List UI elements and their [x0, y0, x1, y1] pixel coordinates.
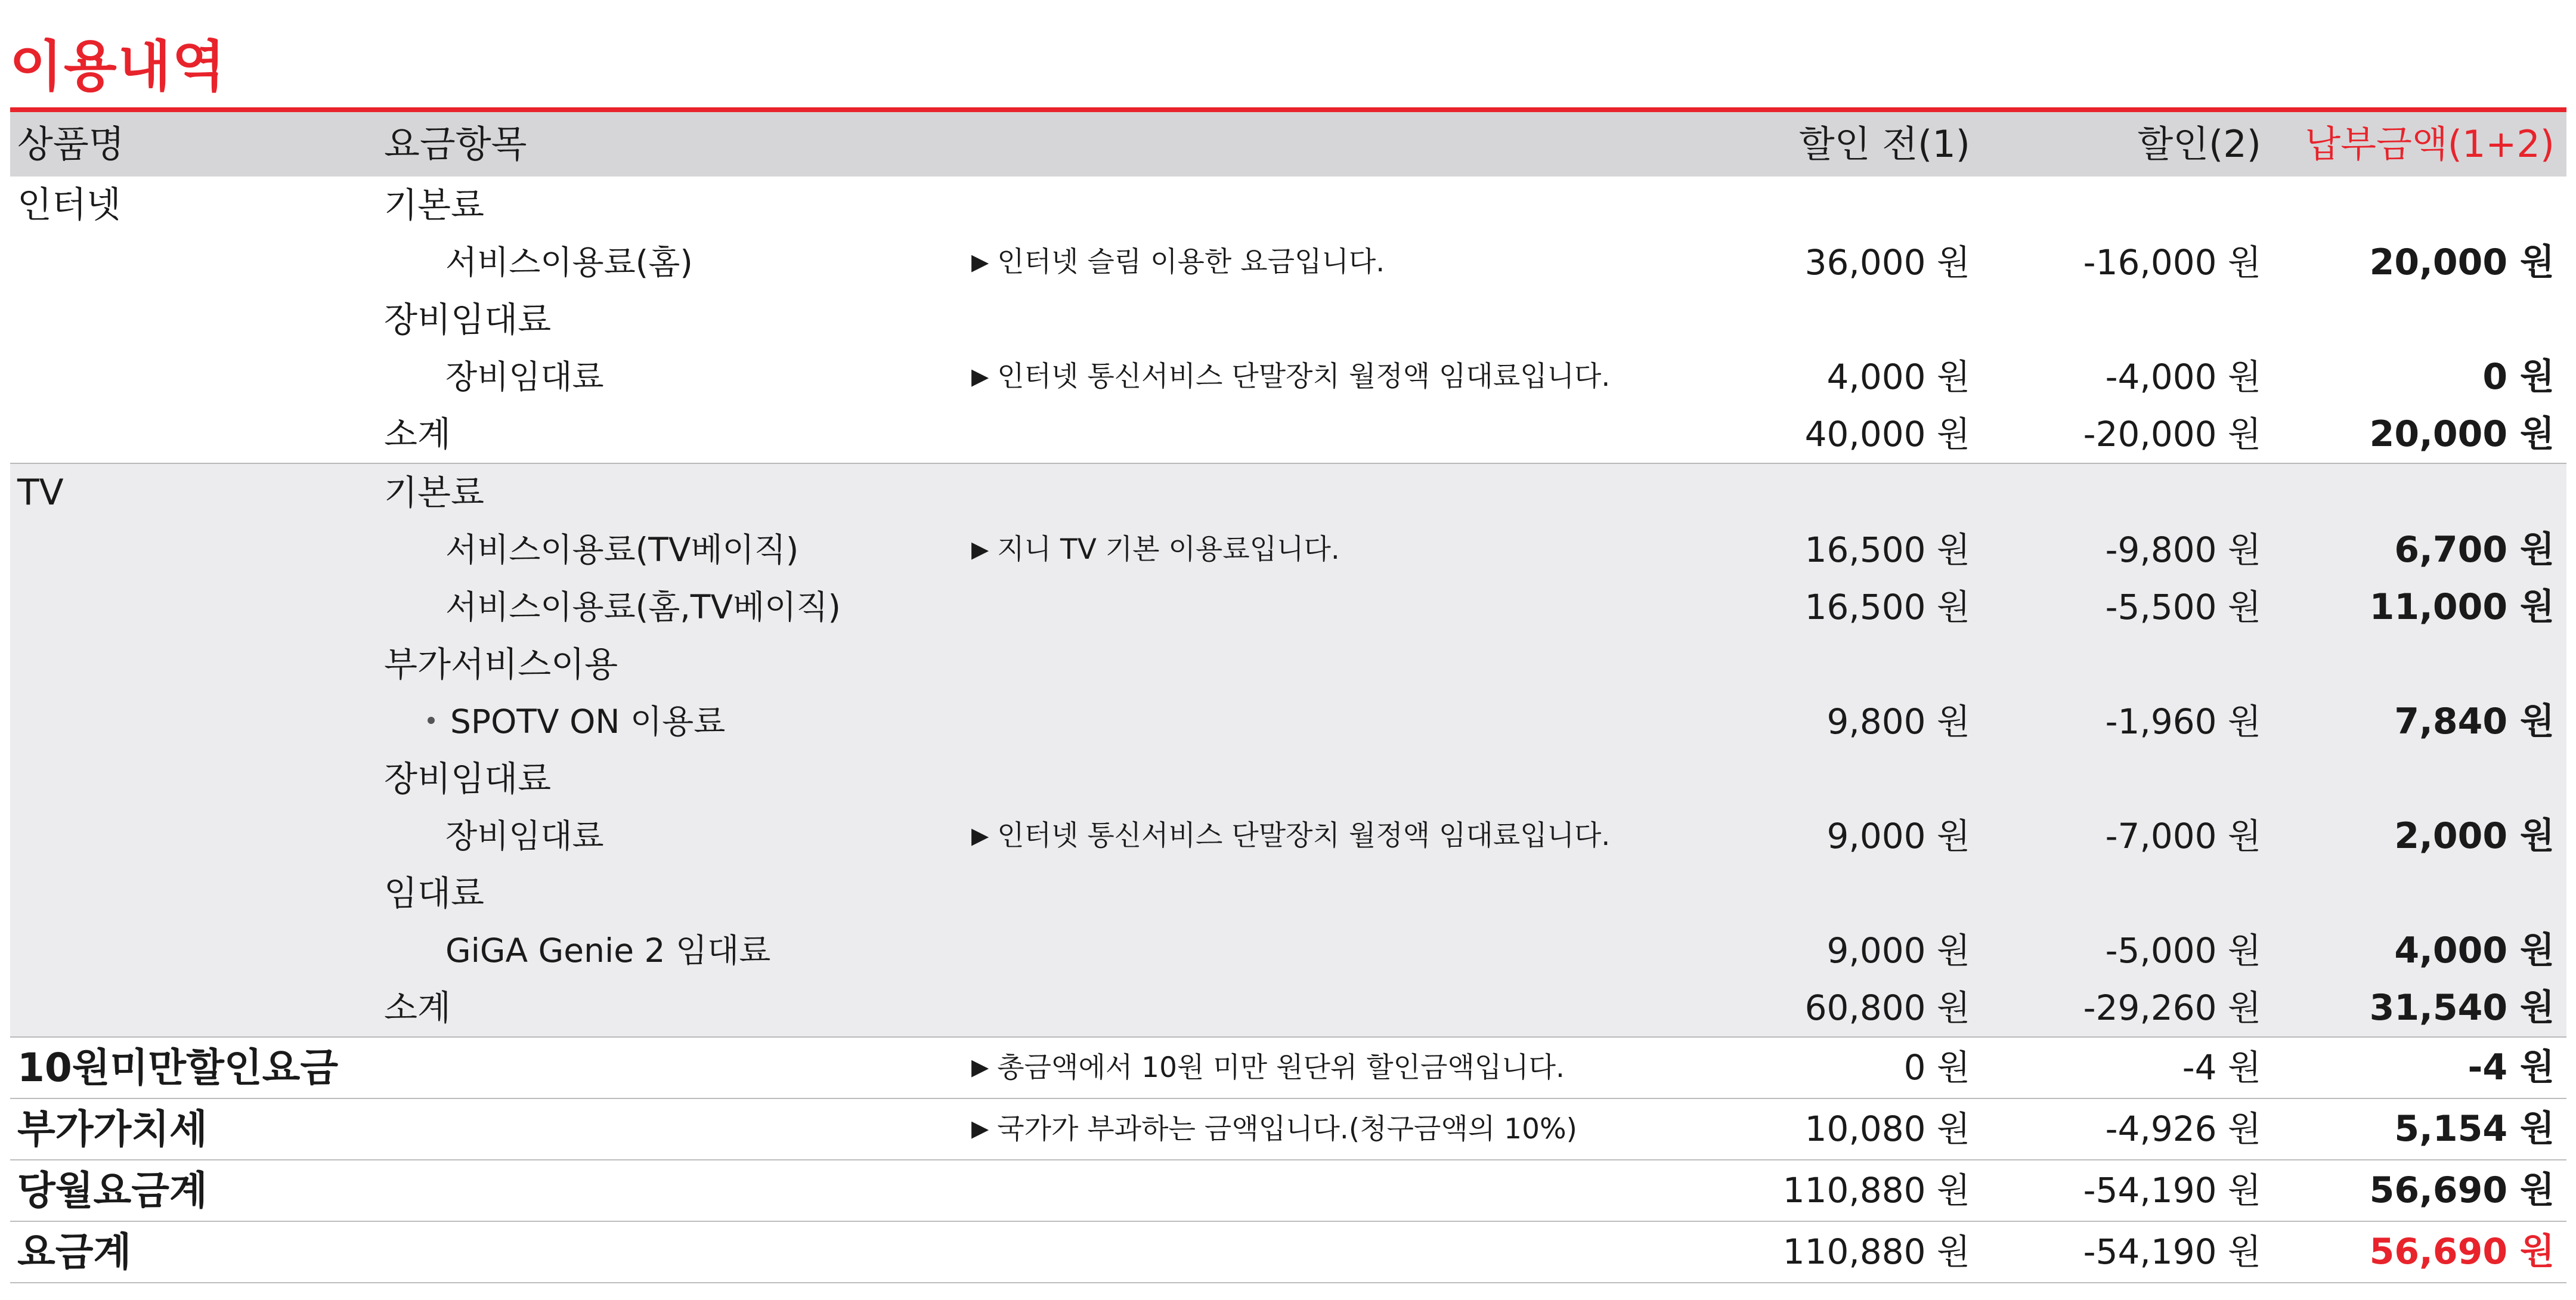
amount-discount: -4,000 원 [2105, 357, 2261, 397]
fee-note [971, 1099, 1577, 1161]
amount-before: 16,500 원 [1804, 530, 1970, 570]
fee-note [971, 807, 1610, 866]
subtotal-row [10, 406, 2566, 463]
amount-payment: 20,000 원 [2369, 413, 2555, 455]
fee-note-text: 인터넷 통신서비스 단말장치 월정액 임대료입니다. [997, 819, 1611, 852]
table-row [10, 578, 2566, 636]
triangle-right-icon: ▶ [971, 363, 989, 389]
total-label: 당월요금계 [17, 1168, 208, 1214]
amount-payment: 7,840 원 [2394, 701, 2555, 742]
fee-note-text: 국가가 부과하는 금액입니다.(청구금액의 10%) [997, 1113, 1577, 1146]
total-row-under-10-won [10, 1038, 2566, 1099]
amount-before: 4,000 원 [1826, 357, 1970, 397]
fee-note [971, 234, 1385, 293]
triangle-right-icon: ▶ [971, 1054, 989, 1080]
fee-note [971, 1038, 1565, 1100]
section-internet [10, 177, 2566, 464]
table-row [10, 521, 2566, 578]
fee-note [971, 348, 1610, 407]
table-row [10, 177, 2566, 234]
product-name: 인터넷 [17, 184, 121, 226]
amount-before: 110,880 원 [1782, 1231, 1970, 1272]
fee-item [428, 693, 725, 750]
amount-before: 0 원 [1903, 1047, 1970, 1088]
triangle-right-icon: ▶ [971, 822, 989, 849]
bullet-icon [428, 717, 435, 724]
table-row [10, 922, 2566, 979]
amount-discount: -5,500 원 [2105, 587, 2261, 627]
fee-note [971, 521, 1340, 580]
amount-discount: -20,000 원 [2083, 414, 2261, 454]
triangle-right-icon: ▶ [971, 536, 989, 562]
amount-discount: -9,800 원 [2105, 530, 2261, 570]
fee-item: 서비스이용료(홈,TV베이직) [445, 588, 841, 626]
fee-item: 서비스이용료(TV베이직) [445, 531, 799, 569]
amount-discount: -29,260 원 [2083, 988, 2261, 1028]
amount-before: 9,800 원 [1826, 701, 1970, 742]
subtotal-label: 소계 [384, 988, 451, 1028]
amount-before: 36,000 원 [1804, 242, 1970, 283]
fee-item-text: SPOTV ON 이용료 [450, 702, 726, 741]
amount-payment-grand-total: 56,690 원 [2369, 1231, 2555, 1273]
header-payment: 납부금액(1+2) [2305, 122, 2555, 166]
amount-before: 60,800 원 [1804, 988, 1970, 1028]
table-row [10, 750, 2566, 807]
triangle-right-icon: ▶ [971, 248, 989, 275]
section-tv [10, 464, 2566, 1038]
amount-before: 10,080 원 [1804, 1109, 1970, 1149]
fee-category: 장비임대료 [384, 759, 552, 799]
amount-discount: -7,000 원 [2105, 816, 2261, 856]
table-row [10, 636, 2566, 693]
table-row [10, 464, 2566, 521]
fee-note-text: 총금액에서 10원 미만 원단위 할인금액입니다. [997, 1051, 1565, 1084]
amount-before: 110,880 원 [1782, 1170, 1970, 1211]
header-before-discount: 할인 전(1) [1798, 122, 1970, 166]
table-row [10, 348, 2566, 406]
total-label: 부가가치세 [17, 1106, 208, 1152]
total-row-grand [10, 1222, 2566, 1283]
amount-payment: 11,000 원 [2369, 586, 2555, 628]
amount-discount: -54,190 원 [2083, 1170, 2261, 1211]
subtotal-row [10, 979, 2566, 1036]
fee-item: GiGA Genie 2 임대료 [445, 931, 771, 970]
amount-payment: 0 원 [2482, 356, 2555, 398]
table-row [10, 807, 2566, 865]
amount-discount: -4,926 원 [2105, 1109, 2261, 1149]
amount-payment: -4 원 [2467, 1047, 2555, 1088]
total-row-monthly [10, 1160, 2566, 1222]
subtotal-label: 소계 [384, 414, 451, 454]
table-row [10, 693, 2566, 750]
amount-discount: -4 원 [2182, 1047, 2261, 1088]
triangle-right-icon: ▶ [971, 1115, 989, 1141]
amount-payment: 5,154 원 [2394, 1108, 2555, 1150]
table-row [10, 234, 2566, 291]
amount-discount: -5,000 원 [2105, 930, 2261, 971]
fee-note-text: 인터넷 통신서비스 단말장치 월정액 임대료입니다. [997, 360, 1611, 393]
fee-category: 부가서비스이용 [384, 644, 618, 685]
amount-payment: 4,000 원 [2394, 930, 2555, 971]
amount-before: 9,000 원 [1826, 930, 1970, 971]
usage-table [10, 107, 2566, 1283]
amount-discount: -54,190 원 [2083, 1231, 2261, 1272]
amount-before: 9,000 원 [1826, 816, 1970, 856]
fee-category: 임대료 [384, 873, 485, 914]
amount-payment: 2,000 원 [2394, 815, 2555, 857]
fee-category: 기본료 [384, 185, 485, 225]
fee-item: 장비임대료 [445, 817, 604, 855]
amount-discount: -1,960 원 [2105, 701, 2261, 742]
header-discount: 할인(2) [2137, 122, 2261, 166]
amount-payment: 20,000 원 [2369, 242, 2555, 283]
product-name: TV [17, 472, 64, 513]
table-row [10, 865, 2566, 922]
amount-before: 40,000 원 [1804, 414, 1970, 454]
header-product: 상품명 [17, 122, 125, 166]
amount-before: 16,500 원 [1804, 587, 1970, 627]
fee-item: 장비임대료 [445, 358, 604, 396]
total-label: 요금계 [17, 1229, 132, 1275]
fee-category: 장비임대료 [384, 299, 552, 340]
table-header [10, 112, 2566, 177]
total-row-vat [10, 1099, 2566, 1160]
page-title: 이용내역 [10, 35, 227, 98]
total-label: 10원미만할인요금 [17, 1045, 339, 1091]
amount-discount: -16,000 원 [2083, 242, 2261, 283]
header-item: 요금항목 [384, 122, 527, 166]
fee-category: 기본료 [384, 472, 485, 513]
table-row [10, 291, 2566, 348]
amount-payment: 6,700 원 [2394, 529, 2555, 571]
amount-payment: 56,690 원 [2369, 1169, 2555, 1211]
fee-note-text: 지니 TV 기본 이용료입니다. [997, 533, 1340, 566]
fee-item: 서비스이용료(홈) [445, 243, 693, 281]
fee-note-text: 인터넷 슬림 이용한 요금입니다. [997, 246, 1385, 278]
amount-payment: 31,540 원 [2369, 987, 2555, 1029]
